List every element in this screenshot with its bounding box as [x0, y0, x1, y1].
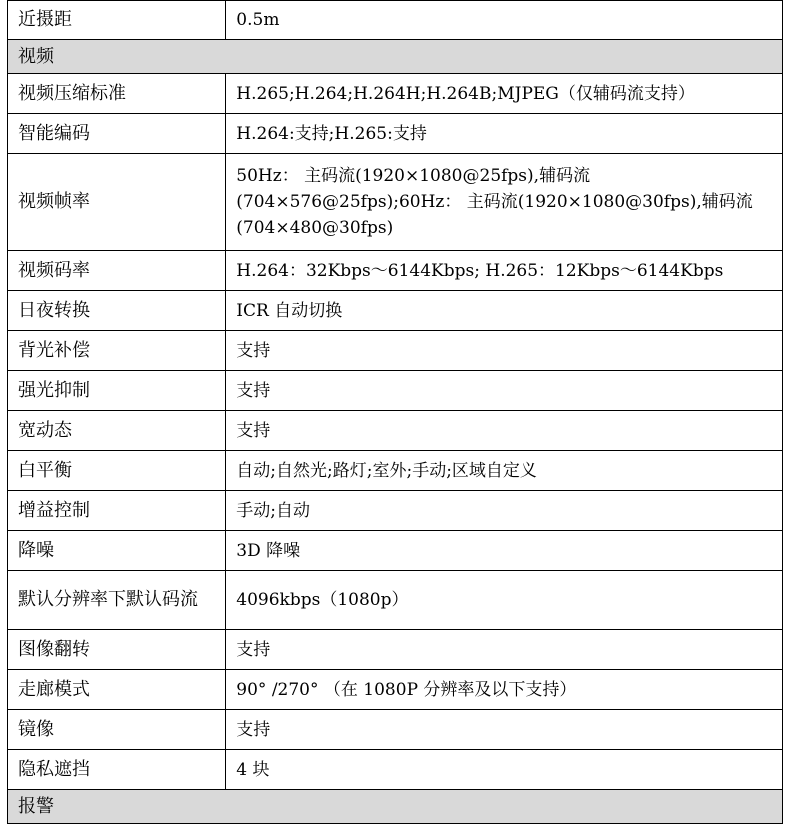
- spec-key: 镜像: [8, 710, 226, 750]
- spec-key: 隐私遮挡: [8, 750, 226, 790]
- spec-value: ICR 自动切换: [226, 291, 783, 331]
- spec-row: [8, 251, 783, 291]
- spec-table-body: [8, 1, 783, 824]
- spec-row: [8, 710, 783, 750]
- spec-value: H.264：32Kbps～6144Kbps; H.265：12Kbps～6144Kbps: [226, 251, 783, 291]
- spec-key: 默认分辨率下默认码流: [8, 571, 226, 630]
- spec-value: 手动;自动: [226, 491, 783, 531]
- spec-key: 背光补偿: [8, 331, 226, 371]
- spec-value: 50Hz： 主码流(1920×1080@25fps),辅码流(704×576@25fps);60Hz： 主码流(1920×1080@30fps),辅码流(704×480@30fps): [226, 154, 783, 251]
- spec-key: 视频压缩标准: [8, 74, 226, 114]
- spec-value: 支持: [226, 331, 783, 371]
- spec-value: 90° /270° （在 1080P 分辨率及以下支持）: [226, 670, 783, 710]
- spec-row: [8, 750, 783, 790]
- section-title: 报警: [8, 790, 783, 824]
- spec-row: [8, 331, 783, 371]
- spec-key: 日夜转换: [8, 291, 226, 331]
- spec-key: 降噪: [8, 531, 226, 571]
- spec-key: 走廊模式: [8, 670, 226, 710]
- spec-key: 智能编码: [8, 114, 226, 154]
- spec-value: 自动;自然光;路灯;室外;手动;区域自定义: [226, 451, 783, 491]
- spec-key: 视频码率: [8, 251, 226, 291]
- spec-value: 支持: [226, 710, 783, 750]
- spec-key: 视频帧率: [8, 154, 226, 251]
- spec-value: H.265;H.264;H.264H;H.264B;MJPEG（仅辅码流支持）: [226, 74, 783, 114]
- spec-value: 4 块: [226, 750, 783, 790]
- spec-key: 强光抑制: [8, 371, 226, 411]
- spec-row: [8, 1, 783, 40]
- spec-table: [7, 0, 783, 824]
- spec-row: [8, 371, 783, 411]
- spec-row: [8, 411, 783, 451]
- spec-row: [8, 74, 783, 114]
- spec-value: 4096kbps（1080p）: [226, 571, 783, 630]
- spec-value: 支持: [226, 411, 783, 451]
- spec-row: [8, 670, 783, 710]
- spec-row: [8, 451, 783, 491]
- spec-key: 增益控制: [8, 491, 226, 531]
- section-header-row: [8, 790, 783, 824]
- spec-value: 支持: [226, 630, 783, 670]
- spec-value: H.264:支持;H.265:支持: [226, 114, 783, 154]
- spec-value: 0.5m: [226, 1, 783, 40]
- spec-key: 近摄距: [8, 1, 226, 40]
- spec-row: [8, 154, 783, 251]
- spec-row: [8, 571, 783, 630]
- spec-value: 支持: [226, 371, 783, 411]
- section-header-row: [8, 40, 783, 74]
- spec-key: 白平衡: [8, 451, 226, 491]
- spec-row: [8, 630, 783, 670]
- spec-row: [8, 291, 783, 331]
- spec-row: [8, 114, 783, 154]
- spec-value: 3D 降噪: [226, 531, 783, 571]
- spec-key: 图像翻转: [8, 630, 226, 670]
- section-title: 视频: [8, 40, 783, 74]
- spec-row: [8, 491, 783, 531]
- spec-row: [8, 531, 783, 571]
- spec-key: 宽动态: [8, 411, 226, 451]
